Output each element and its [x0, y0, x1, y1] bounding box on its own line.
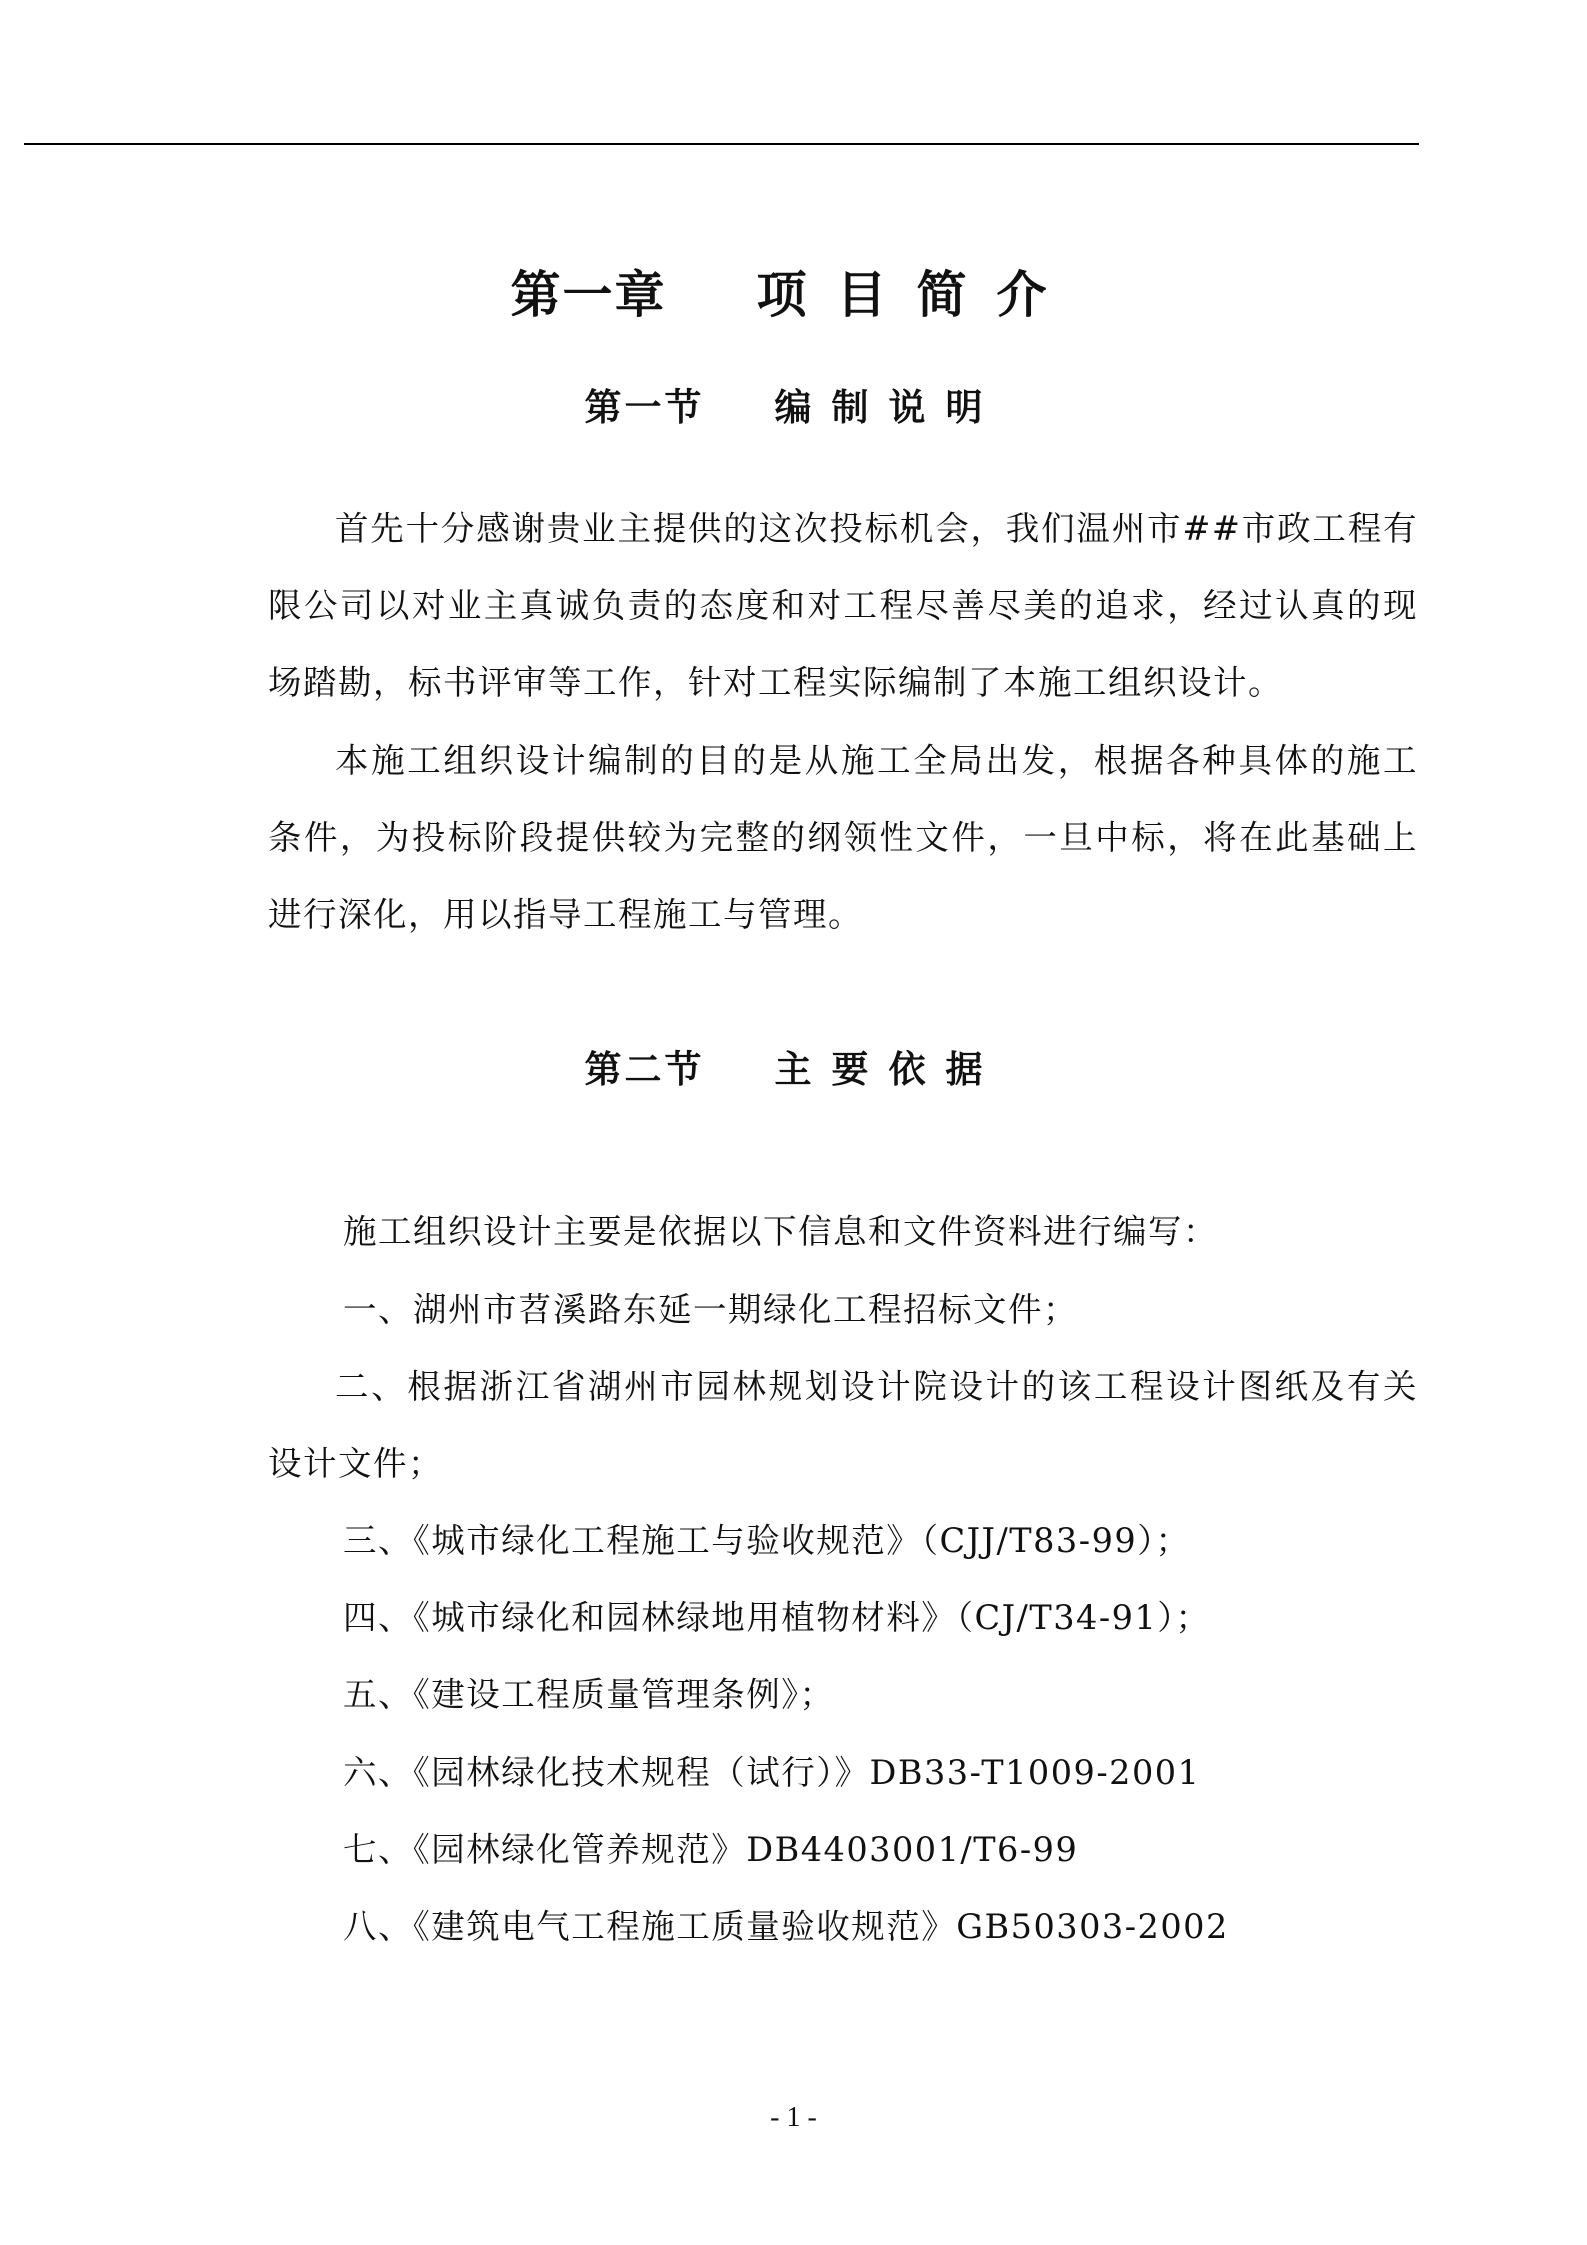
header-rule: [24, 143, 1419, 145]
section-name: 主要依据: [774, 1048, 1003, 1091]
chapter-title: [0, 260, 1587, 330]
chapter-name: 项目简介: [756, 266, 1077, 324]
section-number: 第二节: [584, 1048, 705, 1091]
paragraph: 本施工组织设计编制的目的是从施工全局出发，根据各种具体的施工条件，为投标阶段提供较为完整的纲领性文件，一旦中标，将在此基础上进行深化，用以指导工程施工与管理。: [268, 741, 1418, 934]
section-title-2: [0, 1040, 1587, 1100]
list-intro: 施工组织设计主要是依据以下信息和文件资料进行编写：: [343, 1212, 1218, 1251]
section-title-1: [0, 378, 1587, 438]
paragraph: 首先十分感谢贵业主提供的这次投标机会，我们温州市##市政工程有限公司以对业主真诚负责的态度和对工程尽善尽美的追求，经过认真的现场踏勘，标书评审等工作，针对工程实际编制了本施工组织设计。: [268, 509, 1418, 702]
list-item: 三、《城市绿化工程施工与验收规范》（CJJ/T83-99）；: [343, 1521, 1191, 1560]
list-item: 二、根据浙江省湖州市园林规划设计院设计的该工程设计图纸及有关设计文件；: [268, 1367, 1418, 1483]
list-item: 八、《建筑电气工程施工质量验收规范》GB50303-2002: [343, 1907, 1229, 1946]
section-number: 第一节: [584, 386, 705, 429]
section-name: 编制说明: [774, 386, 1003, 429]
chapter-number: 第一章: [510, 266, 667, 324]
list-item: 六、《园林绿化技术规程（试行）》DB33-T1009-2001: [343, 1753, 1201, 1792]
list-item: 五、《建设工程质量管理条例》；: [343, 1675, 835, 1714]
list-item: 一、湖州市苕溪路东延一期绿化工程招标文件；: [343, 1290, 1078, 1329]
page-number: - 1 -: [770, 2102, 817, 2133]
list-item: 七、《园林绿化管养规范》DB4403001/T6-99: [343, 1830, 1079, 1869]
list-item: 四、《城市绿化和园林绿地用植物材料》（CJ/T34-91）；: [343, 1598, 1211, 1637]
